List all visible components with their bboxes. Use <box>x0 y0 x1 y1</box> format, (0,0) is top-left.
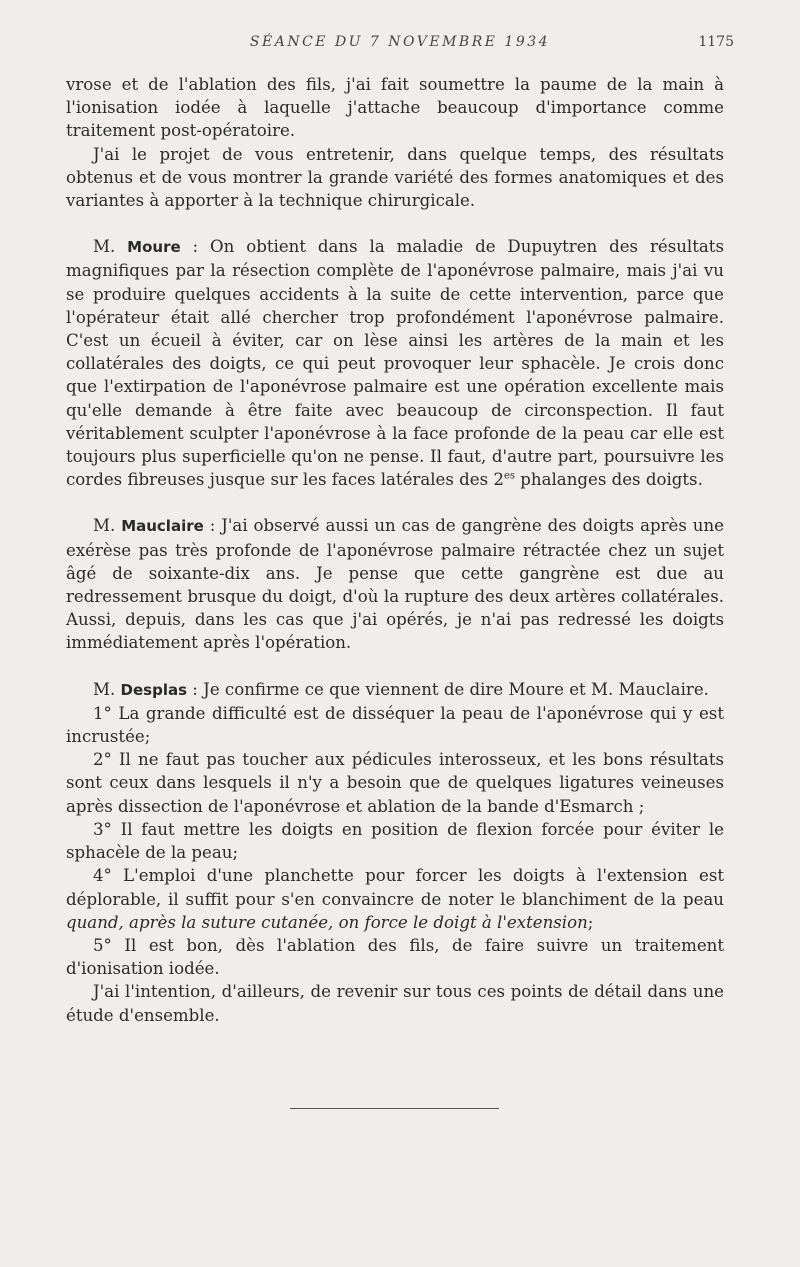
paragraph-project: J'ai le projet de vous entretenir, dans quelque temps, des résultats obtenus et de vous montrer la grande variété des formes anatomiques et des variantes à apporter à la technique chirurgicale. <box>66 144 724 211</box>
speaker-desplas: Desplas <box>120 680 188 699</box>
paragraph-mauclaire <box>66 514 724 654</box>
page-number: 1175 <box>698 34 734 50</box>
moure-text-end: phalanges des doigts. <box>515 470 703 490</box>
list-item-4 <box>66 864 724 934</box>
moure-text: : On obtient dans la maladie de Dupuytren des résultats magnifiques par la résection complète de l'aponévrose palmaire, mais j'ai vu se produire quelques accidents à la suite de cette intervention, parce que l'opérateur était allé chercher trop profondément l'aponévrose palmaire. C'est un écueil à éviter, car on lèse ainsi les artères de la main et les collatérales des doigts, ce qui peut provoquer leur sphacèle. Je crois donc que l'extirpation de l'aponévrose palmaire est une opération excellente mais qu'elle demande à être faite avec beaucoup de circonspection. Il faut véritablement sculpter l'aponévrose à la face profonde de la peau car elle est toujours plus superficielle qu'on ne pense. Il faut, d'autre part, poursuivre les cordes fibreuses jusque sur les faces latérales des 2 <box>66 237 724 490</box>
item-4-text: 4° L'emploi d'une planchette pour forcer les doigts à l'extension est déplorable, il suffit pour s'en convaincre de noter le blanchiment de la peau <box>66 866 724 909</box>
speaker-title: M. <box>93 516 116 536</box>
paragraph-closing: J'ai l'intention, d'ailleurs, de revenir sur tous ces points de détail dans une étude d'ensemble. <box>66 982 724 1025</box>
article-body <box>66 73 724 1027</box>
paragraph-moure <box>66 235 724 491</box>
running-title: SÉANCE DU 7 NOVEMBRE 1934 <box>249 34 551 50</box>
speaker-title: M. <box>93 679 116 699</box>
item-4-end: ; <box>587 912 594 932</box>
section-divider <box>290 1108 499 1109</box>
list-item-1: 1° La grande difficulté est de disséquer la peau de l'aponévrose qui y est incrustée; <box>66 703 724 747</box>
speaker-title: M. <box>93 237 116 257</box>
moure-superscript: es <box>503 470 516 482</box>
running-header <box>66 34 734 58</box>
mauclaire-text: : J'ai observé aussi un cas de gangrène des doigts après une exérèse pas très profonde de l'aponévrose palmaire rétractée chez un sujet âgé de soixante-dix ans. Je pense que cette gangrène est due au redressement brusque du doigt, d'où la rupture des deux artères collatérales. Aussi, depuis, dans les cas que j'ai opérés, je n'ai pas redressé les doigts immédiatement après l'opération. <box>66 516 724 653</box>
speaker-moure: Moure <box>127 238 181 257</box>
list-item-2: 2° Il ne faut pas toucher aux pédicules interosseux, et les bons résultats sont ceux dans lesquels il n'y a besoin que de quelques ligatures veineuses après dissection de l'aponévrose et ablation de la bande d'Esmarch ; <box>66 750 724 816</box>
paragraph-desplas <box>66 678 724 702</box>
desplas-text: : Je confirme ce que viennent de dire Moure et M. Mauclaire. <box>187 679 709 699</box>
list-item-5: 5° Il est bon, dès l'ablation des fils, de faire suivre un traitement d'ionisation iodée. <box>66 935 724 979</box>
item-4-italic: quand, après la suture cutanée, on force le doigt à l'extension <box>66 912 588 932</box>
paragraph-continuation: vrose et de l'ablation des fils, j'ai fait soumettre la paume de la main à l'ionisation iodée à laquelle j'attache beaucoup d'importance comme traitement post-opératoire. <box>66 75 724 141</box>
list-item-3: 3° Il faut mettre les doigts en position de flexion forcée pour éviter le sphacèle de la peau; <box>66 819 724 863</box>
speaker-mauclaire: Mauclaire <box>121 517 204 536</box>
